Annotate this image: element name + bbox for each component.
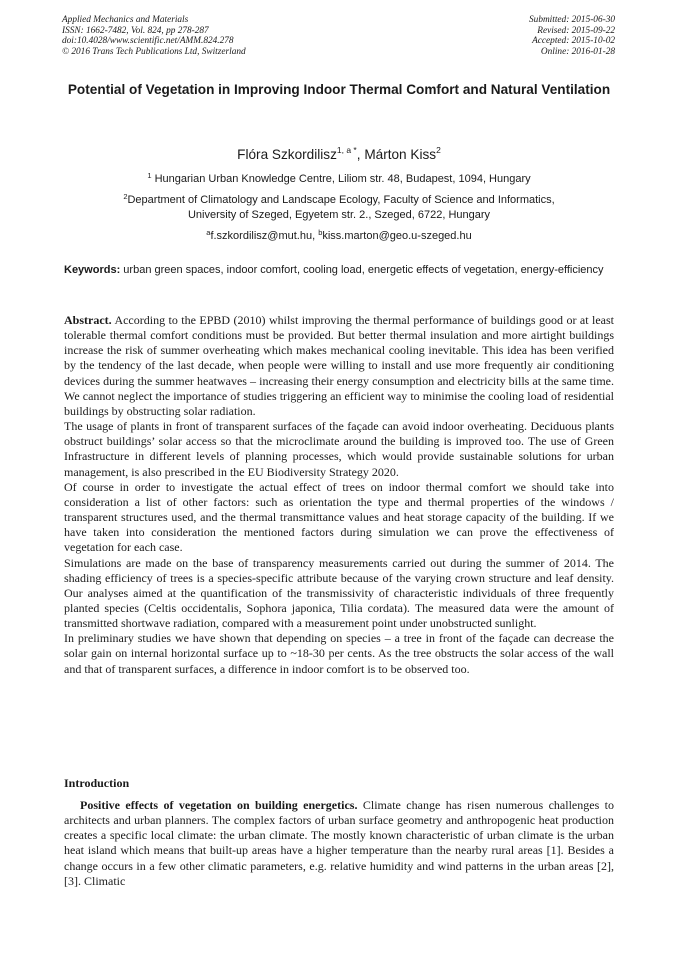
publication-info <box>62 15 246 57</box>
affiliation-mark: 2 <box>123 192 128 201</box>
issn-line: ISSN: 1662-7482, Vol. 824, pp 278-287 <box>62 25 209 36</box>
author-name: Flóra Szkordilisz <box>237 147 337 162</box>
online-date: Online: 2016-01-28 <box>540 46 615 57</box>
email-line <box>64 229 614 244</box>
section-heading: Introduction <box>64 776 130 790</box>
submitted-date: Submitted: 2015-06-30 <box>529 15 615 25</box>
abstract-paragraph: In preliminary studies we have shown that depending on species – a tree in front of the façade can decrease the solar gain on internal horizontal surface up to ~18-30 per cents. As the tree obstructs the solar access of the wall and that of transparent surfaces, a difference in indoor comfort is to be observed too. <box>64 631 614 676</box>
affiliation-mark: 1 <box>147 171 152 180</box>
journal-name: Applied Mechanics and Materials <box>62 15 189 25</box>
abstract-paragraph <box>64 313 614 419</box>
affiliation-text: Department of Climatology and Landscape Ecology, Faculty of Science and Informatics, <box>127 194 555 206</box>
paper-title: Potential of Vegetation in Improving Indoor Thermal Comfort and Natural Ventilation <box>67 82 611 97</box>
author-name: Márton Kiss <box>364 147 437 162</box>
email-mark: b <box>318 228 323 237</box>
keywords-text: urban green spaces, indoor comfort, cooling load, energetic effects of vegetation, energy-efficiency <box>120 264 604 276</box>
author-separator: , <box>356 147 365 162</box>
paragraph-lead: Positive effects of vegetation on building energetics. <box>80 798 358 812</box>
author-affiliation-mark: 2 <box>436 145 441 155</box>
accepted-date: Accepted: 2015-10-02 <box>532 36 615 46</box>
revised-date: Revised: 2015-09-22 <box>537 25 615 36</box>
keywords-label: Keywords: <box>64 264 121 276</box>
abstract-paragraph: Simulations are made on the base of transparency measurements carried out during the summer of 2014. The shading efficiency of trees is a species-specific attribute because of the varying crown structure and leaf density. Our analyses aimed at the quantification of the transmissivity of characteristic individuals of three frequently planted species (Celtis occidentalis, Sophora japonica, Tilia cordata). The measured data were the amount of transmitted shortwave radiation, compared with a measurement point under unobstructed sunlight. <box>64 555 614 631</box>
doi-line: doi:10.4028/www.scientific.net/AMM.824.278 <box>62 36 234 46</box>
affiliation-text: Hungarian Urban Knowledge Centre, Liliom str. 48, Budapest, 1094, Hungary <box>154 173 531 185</box>
keywords <box>64 263 614 278</box>
email-address: kiss.marton@geo.u-szeged.hu <box>322 230 472 242</box>
copyright-line: © 2016 Trans Tech Publications Ltd, Switzerland <box>62 46 246 57</box>
body-paragraph <box>64 798 614 889</box>
abstract-label: Abstract. <box>64 313 112 327</box>
abstract <box>64 313 614 677</box>
publication-dates <box>529 15 615 57</box>
abstract-text: According to the EPBD (2010) whilst improving the thermal performance of buildings good or at least tolerable thermal comfort conditions must be provided. But better thermal insulation and more airtight buildings increase the risk of summer overheating which makes mechanical cooling inevitable. This idea has been verified by the tendency of the last decade, when people were willing to install and use more frequently air conditioning devices during the summer heatwaves – increasing their energy consumption and electricity bills at the same time. We cannot neglect the importance of studies triggering an efficient way to minimise the cooling load of residential buildings by obstructing solar radiation. <box>64 313 614 418</box>
paragraph-text: Climate change has risen numerous challenges to architects and urban planners. The complex factors of urban surface geometry and anthropogenic heat production creates a specific local climate: the urban climate. The mostly known characteristic of urban climate is the urban heat island which means that built-up areas have a higher temperature than the nearby rural areas [1]. Besides a change occurs in a few other climatic parameters, e.g. relative humidity and wind patterns in the urban areas [2],[3]. Climatic <box>64 798 614 888</box>
email-address: f.szkordilisz@mut.hu, <box>210 230 319 242</box>
email-mark: a <box>206 228 211 237</box>
affiliation-text: University of Szeged, Egyetem str. 2., Szeged, 6722, Hungary <box>187 209 491 221</box>
author-affiliation-mark: 1, a * <box>336 145 357 155</box>
affiliation-2 <box>64 193 614 223</box>
author-line <box>64 147 614 162</box>
abstract-paragraph: Of course in order to investigate the actual effect of trees on indoor thermal comfort we should take into consideration a list of other factors: such as orientation the type and thermal properties of the windows / transparent structures used, and the thermal transmittance values and heat storage capacity of the building. If we have taken into consideration the mentioned factors during simulation we can prove the effectiveness of vegetation for each case. <box>64 479 614 555</box>
abstract-paragraph: The usage of plants in front of transparent surfaces of the façade can avoid indoor overheating. Deciduous plants obstruct buildings’ solar access so that the microclimate around the building is improved too. The use of Green Infrastructure in different levels of planning processes, which would provide sustainable solutions for urban management, is also prescribed in the EU Biodiversity Strategy 2020. <box>64 419 614 479</box>
affiliation-1 <box>64 172 614 187</box>
